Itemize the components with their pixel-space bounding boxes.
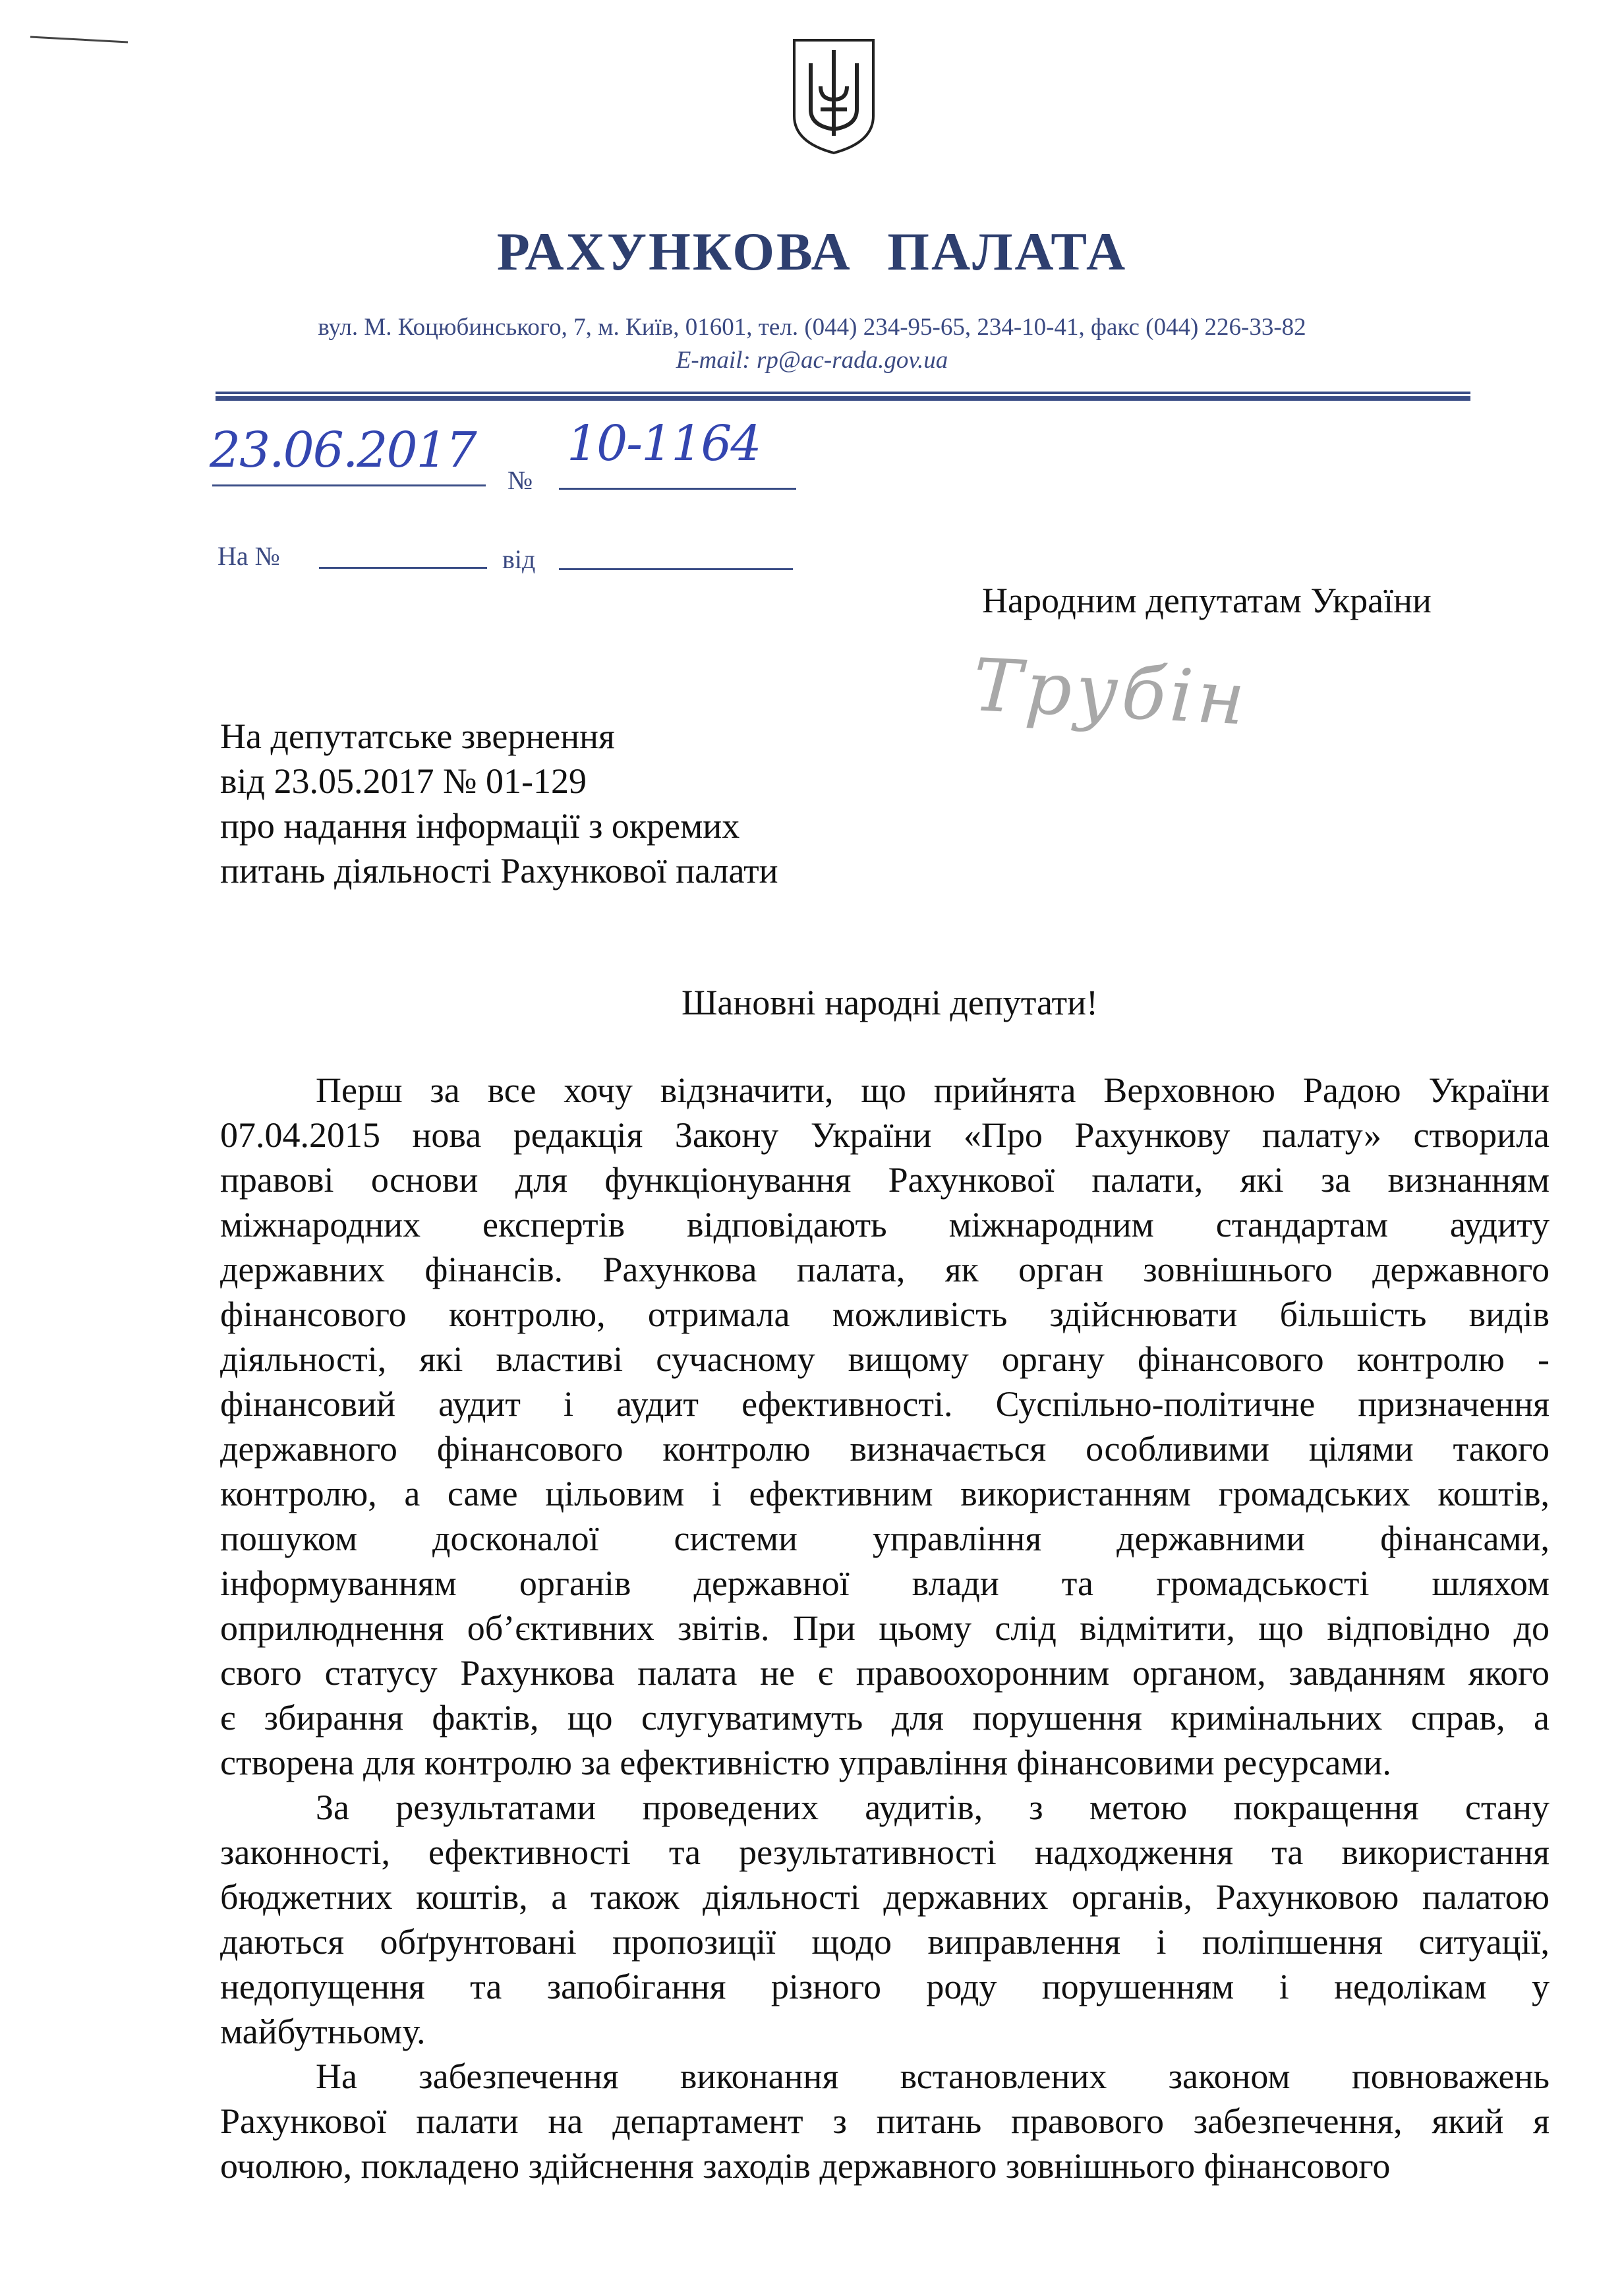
paragraph-line: Перш за все хочу відзначити, що прийнята Верховною Радою України (316, 1070, 1550, 1110)
number-label: № (508, 465, 533, 495)
paragraph-line: є збирання фактів, що слугуватимуть для порушення кримінальних справ, а (220, 1698, 1550, 1738)
reference-date-label: від (502, 544, 536, 574)
reference-number-blank (319, 567, 487, 569)
paragraph-line: оприлюднення об’єктивних звітів. При цьому слід відмітити, що відповідно до (220, 1608, 1550, 1648)
paragraph-line: контролю, а саме цільовим і ефективним використанням громадських коштів, (220, 1474, 1550, 1513)
paragraph-line: законності, ефективності та результативності надходження та використання (220, 1832, 1550, 1872)
subject-line: про надання інформації з окремих (220, 806, 740, 846)
paragraph-line: міжнародних експертів відповідають міжнародним стандартам аудиту (220, 1205, 1550, 1244)
paragraph-line: 07.04.2015 нова редакція Закону України «Про Рахункову палату» створила (220, 1115, 1550, 1155)
organization-title: РАХУНКОВА ПАЛАТА (496, 221, 1128, 281)
header-divider (216, 392, 1470, 394)
outgoing-date-handwritten: 23.06.2017 (210, 422, 476, 479)
header-divider (216, 396, 1470, 401)
paragraph-line: свого статусу Рахункова палата не є правоохоронним органом, завданням якого (220, 1653, 1550, 1693)
paragraph-line: правові основи для функціонування Рахункової палати, які за визнанням (220, 1160, 1550, 1200)
paragraph-line: даються обґрунтовані пропозиції щодо виправлення і поліпшення ситуації, (220, 1922, 1550, 1962)
outgoing-number-handwritten: 10-1164 (567, 415, 761, 472)
paragraph-line: очолюю, покладено здійснення заходів державного зовнішнього фінансового (220, 2146, 1391, 2186)
paragraph-line: фінансового контролю, отримала можливість здійснювати більшість видів (220, 1295, 1550, 1334)
date-underline (212, 484, 486, 486)
number-underline (559, 488, 796, 490)
addressee: Народним депутатам України (982, 581, 1432, 620)
paragraph-line: майбутньому. (220, 2012, 426, 2051)
greeting: Шановні народні депутати! (681, 983, 1099, 1022)
paragraph-line: недопущення та запобігання різного роду порушенням і недолікам у (220, 1967, 1550, 2006)
paragraph-line: На забезпечення виконання встановлених законом повноважень (316, 2057, 1550, 2096)
paragraph-line: інформуванням органів державної влади та громадськості шляхом (220, 1563, 1550, 1603)
paragraph-line: фінансовий аудит і аудит ефективності. Суспільно-політичне призначення (220, 1384, 1550, 1424)
paragraph-line: пошуком досконалої системи управління державними фінансами, (220, 1519, 1550, 1558)
pen-stroke-mark (29, 33, 131, 46)
letter-body (220, 1068, 1550, 2188)
paragraph-line: державних фінансів. Рахункова палата, як орган зовнішнього державного (220, 1250, 1550, 1289)
paragraph-line: Рахункової палати на департамент з питань правового забезпечення, який я (220, 2101, 1550, 2141)
pencil-resolution-signature: Трубін (971, 643, 1251, 742)
reference-number-label: На № (218, 541, 280, 571)
subject-line: питань діяльності Рахункової палати (220, 851, 778, 891)
subject-line: На депутатське звернення (220, 716, 615, 756)
organization-email: E-mail: rp@ac-rada.gov.ua (676, 347, 948, 374)
paragraph-line: створена для контролю за ефективністю управління фінансовими ресурсами. (220, 1743, 1391, 1782)
subject-line: від 23.05.2017 № 01-129 (220, 761, 587, 801)
paragraph-line: бюджетних коштів, а також діяльності державних органів, Рахунковою палатою (220, 1877, 1550, 1917)
paragraph-line: діяльності, які властиві сучасному вищому органу фінансового контролю - (220, 1339, 1550, 1379)
trident-coat-of-arms-icon (791, 37, 877, 156)
paragraph-line: державного фінансового контролю визначається особливими цілями такого (220, 1429, 1550, 1469)
paragraph-line: За результатами проведених аудитів, з метою покращення стану (316, 1788, 1550, 1827)
reference-date-blank (559, 568, 793, 570)
organization-address: вул. М. Коцюбинського, 7, м. Київ, 01601, тел. (044) 234-95-65, 234-10-41, факс (044) 226-33-82 (318, 314, 1306, 341)
